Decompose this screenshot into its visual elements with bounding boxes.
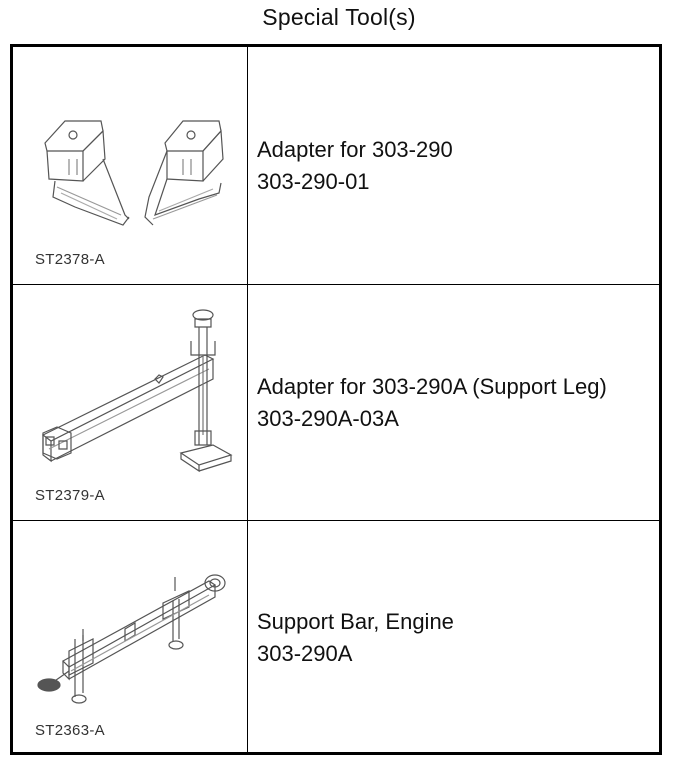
table-row: [13, 284, 659, 520]
tool-image-cell: [13, 47, 248, 284]
tool-image-cell: [13, 285, 248, 520]
tool-number: 303-290A-03A: [257, 405, 399, 431]
tool-description: [257, 285, 659, 520]
table-row: [13, 47, 659, 284]
figure-code: ST2363-A: [35, 722, 105, 739]
engine-support-bar-illustration: [13, 521, 248, 756]
tool-number: 303-290-01: [257, 168, 370, 194]
adapter-brackets-illustration: [13, 47, 248, 284]
tool-description: [257, 521, 659, 755]
tool-image-cell: [13, 521, 248, 755]
tool-name: Adapter for 303-290A (Support Leg): [257, 373, 607, 399]
special-tools-table: [10, 44, 662, 755]
tool-description: [257, 47, 659, 284]
table-row: [13, 520, 659, 755]
support-leg-illustration: [13, 285, 248, 521]
figure-code: ST2379-A: [35, 487, 105, 504]
tool-number: 303-290A: [257, 641, 353, 666]
tool-name: Support Bar, Engine: [257, 609, 454, 634]
page-title: Special Tool(s): [262, 4, 416, 30]
figure-code: ST2378-A: [35, 251, 105, 268]
tool-name: Adapter for 303-290: [257, 136, 453, 162]
